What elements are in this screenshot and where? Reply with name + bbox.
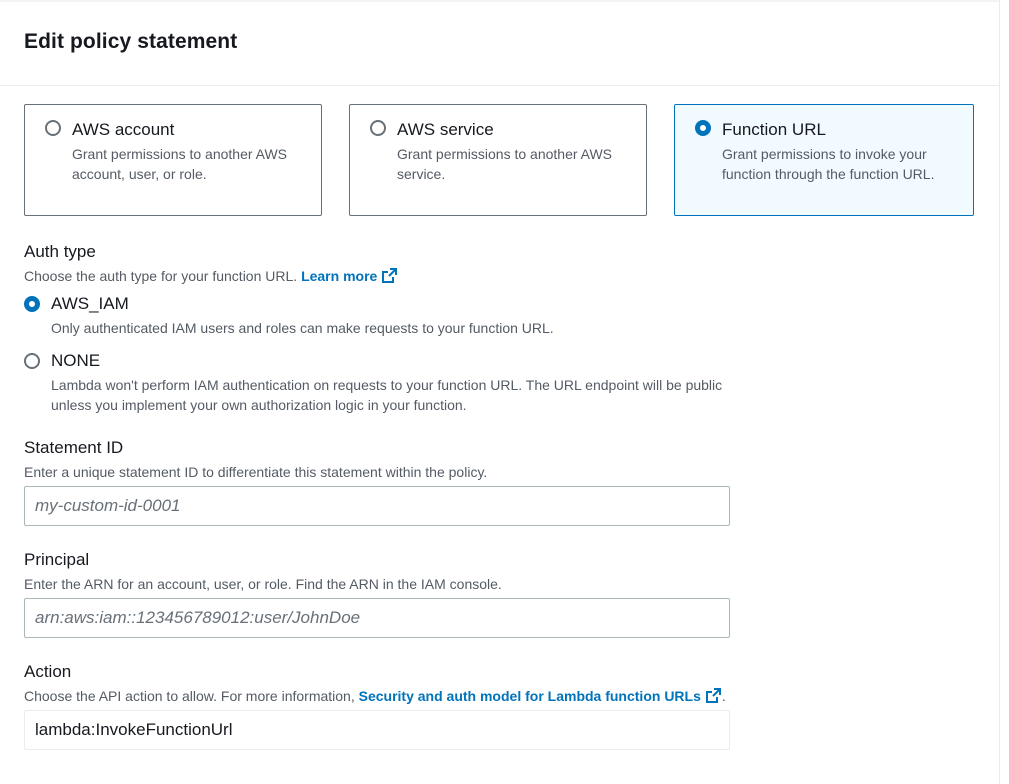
principal-input[interactable] [24,598,730,638]
tile-function-url[interactable] [674,104,974,216]
function-url-radio[interactable] [695,120,711,136]
tile-description: Grant permissions to another AWS account, user, or role. [72,146,288,182]
auth-type-help-text: Choose the auth type for your function URL. [24,268,298,284]
statement-id-label: Statement ID [24,438,124,457]
aws-iam-radio[interactable] [24,296,40,312]
external-link-icon [381,267,398,284]
learn-more-text: Learn more [301,268,378,284]
tile-aws-service[interactable] [349,104,647,216]
auth-type-description [24,266,398,286]
none-radio[interactable] [24,353,40,369]
aws-account-radio[interactable] [45,120,61,136]
statement-id-description: Enter a unique statement ID to differentiate this statement within the policy. [24,464,488,480]
tile-label: AWS service [397,120,494,139]
statement-id-input[interactable] [24,486,730,526]
aws-iam-label: AWS_IAM [51,294,129,313]
security-auth-model-text: Security and auth model for Lambda function URLs [358,688,701,704]
principal-description: Enter the ARN for an account, user, or role. Find the ARN in the IAM console. [24,576,502,592]
tile-label: Function URL [722,120,826,139]
tile-description: Grant permissions to another AWS service. [397,146,613,182]
learn-more-link[interactable] [301,268,398,284]
none-label: NONE [51,351,101,370]
panel-header [0,0,999,86]
tile-label: AWS account [72,120,175,139]
external-link-icon [705,687,722,704]
action-value-field: lambda:InvokeFunctionUrl [24,710,730,750]
action-suffix: . [721,688,726,704]
principal-label: Principal [24,550,90,569]
aws-iam-description: Only authenticated IAM users and roles can make requests to your function URL. [51,320,554,336]
action-label: Action [24,662,72,681]
security-auth-model-link[interactable] [359,688,722,704]
tile-aws-account[interactable] [24,104,322,216]
action-description [24,686,726,706]
auth-type-label: Auth type [24,242,96,261]
aws-service-radio[interactable] [370,120,386,136]
tile-description: Grant permissions to invoke your function through the function URL. [722,146,935,182]
page-title: Edit policy statement [24,30,238,53]
none-description: Lambda won't perform IAM authentication on requests to your function URL. The URL endpoint will be public unless you implement your own authorization logic in your function. [51,377,723,413]
action-help-text: Choose the API action to allow. For more information, [24,688,355,704]
